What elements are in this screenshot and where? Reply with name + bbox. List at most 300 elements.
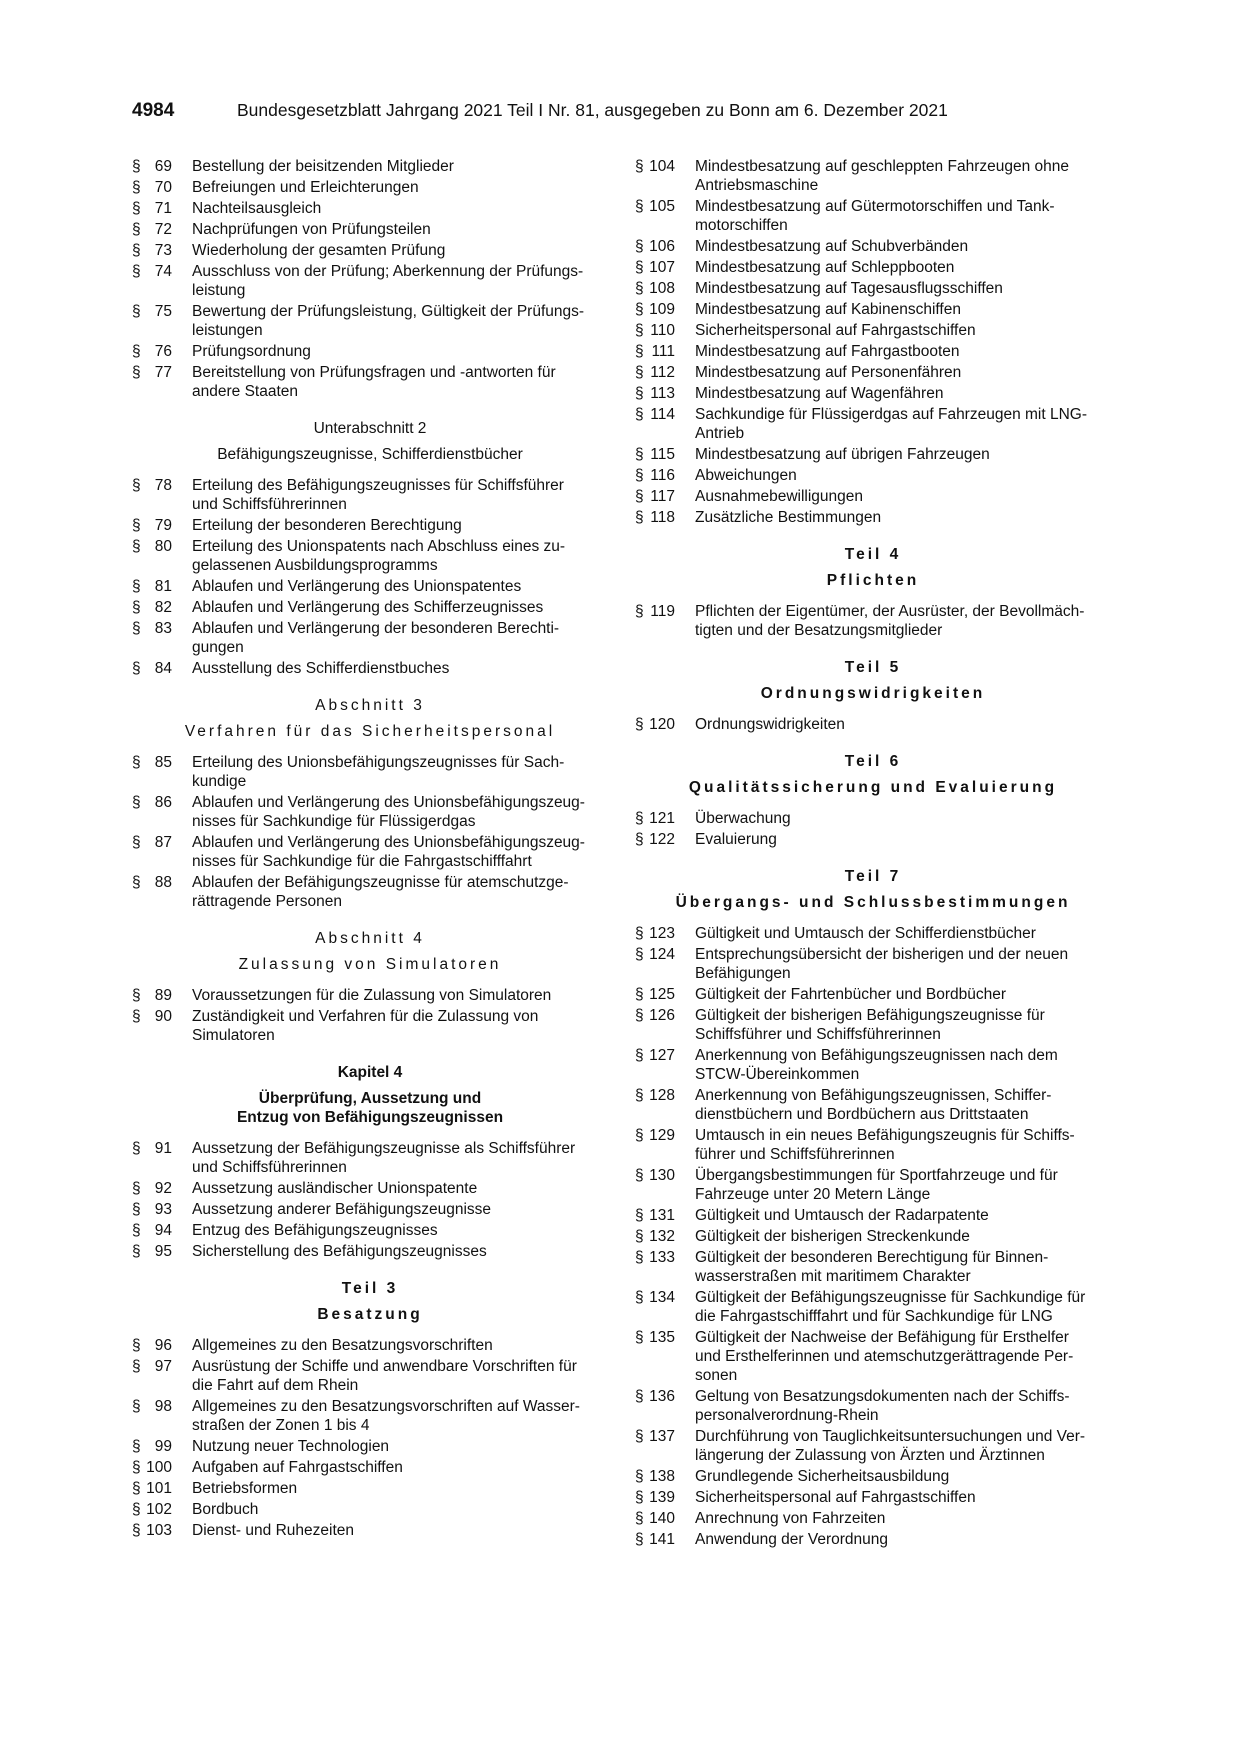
section-sign: § — [132, 1501, 141, 1518]
entry-title-line: Dienst- und Ruhezeiten — [192, 1522, 354, 1539]
paragraph-number: 86 — [154, 794, 172, 811]
entry-title — [192, 363, 608, 401]
entry-title-line: Mindestbesatzung auf Schleppbooten — [695, 259, 955, 276]
entry-title — [192, 873, 608, 911]
section-heading: Abschnitt 4 — [315, 930, 425, 947]
toc-entry — [132, 619, 608, 657]
entry-title-line: Gültigkeit und Umtausch der Radarpatente — [695, 1207, 989, 1224]
section-sign: § — [635, 831, 644, 848]
toc-entry — [132, 363, 608, 401]
section-sign: § — [635, 238, 644, 255]
paragraph-label — [132, 1007, 192, 1045]
section-sign: § — [635, 301, 644, 318]
paragraph-label — [132, 157, 192, 176]
entry-title-line: Wiederholung der gesamten Prüfung — [192, 242, 446, 259]
paragraph-label — [635, 487, 695, 506]
entry-title-line: Mindestbesatzung auf Gütermotorschiffen und Tank- — [695, 198, 1055, 215]
paragraph-label — [635, 1086, 695, 1124]
entry-title — [695, 602, 1111, 640]
entry-title-line: Ordnungswidrigkeiten — [695, 716, 845, 733]
toc-entry — [635, 1206, 1111, 1225]
entry-title — [192, 476, 608, 514]
entry-title-line: Zuständigkeit und Verfahren für die Zulassung von — [192, 1008, 539, 1025]
entry-title — [695, 945, 1111, 983]
toc-entry — [635, 1086, 1111, 1124]
toc-entry — [132, 1007, 608, 1045]
paragraph-number: 103 — [146, 1522, 172, 1539]
entry-title-line: leistung — [192, 282, 246, 299]
section-sign: § — [132, 477, 141, 494]
entry-title — [192, 342, 608, 361]
section-heading: Teil 6 — [844, 753, 902, 770]
toc-entry — [132, 1357, 608, 1395]
paragraph-number: 136 — [649, 1388, 675, 1405]
toc-entry — [635, 321, 1111, 340]
section-heading: Teil 3 — [341, 1280, 399, 1297]
toc-entry — [132, 1336, 608, 1355]
paragraph-number: 96 — [154, 1337, 172, 1354]
section-sign: § — [132, 874, 141, 891]
section-sign: § — [635, 1489, 644, 1506]
entry-title — [695, 197, 1111, 235]
toc-entry — [132, 302, 608, 340]
entry-title-line: und Ersthelferinnen und atemschutzgerättragende Per- — [695, 1348, 1074, 1365]
entry-title — [192, 262, 608, 300]
paragraph-label — [635, 830, 695, 849]
section-sign: § — [132, 364, 141, 381]
paragraph-number: 113 — [650, 385, 675, 402]
section-sign: § — [132, 1438, 141, 1455]
paragraph-label — [132, 302, 192, 340]
entry-title — [695, 809, 1111, 828]
section-sign: § — [635, 509, 644, 526]
toc-entry — [132, 1221, 608, 1240]
paragraph-number: 105 — [649, 198, 675, 215]
section-sign: § — [635, 198, 644, 215]
section-sign: § — [132, 517, 141, 534]
entry-title-line: Nachteilsausgleich — [192, 200, 322, 217]
entry-title — [192, 1179, 608, 1198]
entry-title — [192, 753, 608, 791]
entry-title-line: Allgemeines zu den Besatzungsvorschriften — [192, 1337, 493, 1354]
entry-title — [695, 300, 1111, 319]
entry-title-line: gelassenen Ausbildungsprogramms — [192, 557, 438, 574]
section-heading: Überprüfung, Aussetzung und — [258, 1090, 482, 1107]
section-heading: Qualitätssicherung und Evaluierung — [688, 779, 1058, 796]
section-heading: Übergangs- und Schlussbestimmungen — [675, 894, 1071, 911]
entry-title-line: Aussetzung ausländischer Unionspatente — [192, 1180, 478, 1197]
entry-title — [695, 1046, 1111, 1084]
entry-title-line: Anerkennung von Befähigungszeugnissen nach dem — [695, 1047, 1058, 1064]
paragraph-label — [132, 1179, 192, 1198]
section-sign: § — [635, 1428, 644, 1445]
entry-title — [192, 833, 608, 871]
toc-entry — [635, 1488, 1111, 1507]
section-sign: § — [132, 1459, 141, 1476]
entry-title-line: Mindestbesatzung auf geschleppten Fahrzeugen ohne — [695, 158, 1069, 175]
toc-entry — [132, 1200, 608, 1219]
paragraph-label — [132, 577, 192, 596]
paragraph-label — [635, 405, 695, 443]
entry-title-line: gungen — [192, 639, 244, 656]
paragraph-number: 137 — [649, 1428, 675, 1445]
entry-title-line: Gültigkeit der Nachweise der Befähigung für Ersthelfer — [695, 1329, 1069, 1346]
section-sign: § — [635, 1047, 644, 1064]
section-sign: § — [132, 200, 141, 217]
entry-title-line: Umtausch in ein neues Befähigungszeugnis für Schiffs- — [695, 1127, 1075, 1144]
paragraph-label — [635, 342, 695, 361]
entry-title-line: Ausschluss von der Prüfung; Aberkennung der Prüfungs- — [192, 263, 584, 280]
entry-title-line: straßen der Zonen 1 bis 4 — [192, 1417, 370, 1434]
section-sign: § — [132, 620, 141, 637]
paragraph-number: 104 — [649, 158, 675, 175]
entry-title-line: Mindestbesatzung auf übrigen Fahrzeugen — [695, 446, 990, 463]
paragraph-label — [635, 1328, 695, 1385]
paragraph-number: 93 — [154, 1201, 172, 1218]
paragraph-number: 123 — [649, 925, 675, 942]
paragraph-number: 141 — [649, 1531, 675, 1548]
section-sign: § — [132, 987, 141, 1004]
paragraph-label — [132, 516, 192, 535]
toc-entry — [132, 1458, 608, 1477]
entry-title — [695, 1086, 1111, 1124]
toc-entry — [132, 537, 608, 575]
paragraph-number: 130 — [649, 1167, 675, 1184]
paragraph-number: 122 — [649, 831, 675, 848]
entry-title — [695, 1467, 1111, 1486]
paragraph-label — [132, 1458, 192, 1477]
section-sign: § — [635, 1207, 644, 1224]
section-sign: § — [635, 1087, 644, 1104]
entry-title — [695, 1126, 1111, 1164]
paragraph-label — [132, 537, 192, 575]
toc-entry — [635, 1126, 1111, 1164]
section-sign: § — [132, 343, 141, 360]
section-sign: § — [635, 1167, 644, 1184]
paragraph-number: 119 — [650, 603, 675, 620]
toc-entry — [635, 384, 1111, 403]
paragraph-label — [132, 1242, 192, 1261]
paragraph-number: 102 — [146, 1501, 172, 1518]
entry-title-line: Mindestbesatzung auf Personenfähren — [695, 364, 962, 381]
entry-title — [695, 985, 1111, 1004]
paragraph-number: 128 — [649, 1087, 675, 1104]
paragraph-label — [132, 1479, 192, 1498]
entry-title-line: Gültigkeit der bisherigen Befähigungszeugnisse für — [695, 1007, 1045, 1024]
paragraph-number: 133 — [649, 1249, 675, 1266]
section-sign: § — [132, 263, 141, 280]
paragraph-label — [132, 178, 192, 197]
toc-entry — [132, 1500, 608, 1519]
paragraph-label — [132, 1500, 192, 1519]
paragraph-number: 74 — [154, 263, 172, 280]
entry-title-line: Mindestbesatzung auf Fahrgastbooten — [695, 343, 960, 360]
entry-title-line: andere Staaten — [192, 383, 299, 400]
paragraph-number: 125 — [649, 986, 675, 1003]
toc-entry — [132, 1139, 608, 1177]
entry-title-line: Mindestbesatzung auf Schubverbänden — [695, 238, 969, 255]
toc-entry — [635, 237, 1111, 256]
entry-title-line: Nachprüfungen von Prüfungsteilen — [192, 221, 431, 238]
section-sign: § — [635, 1127, 644, 1144]
paragraph-number: 85 — [154, 754, 172, 771]
toc-entry — [635, 1248, 1111, 1286]
paragraph-number: 70 — [154, 179, 172, 196]
section-sign: § — [635, 446, 644, 463]
entry-title-line: kundige — [192, 773, 247, 790]
entry-title — [695, 279, 1111, 298]
paragraph-label — [635, 1248, 695, 1286]
paragraph-number: 72 — [154, 221, 172, 238]
paragraph-label — [635, 1046, 695, 1084]
paragraph-label — [635, 1488, 695, 1507]
toc-entry — [635, 715, 1111, 734]
toc-entry — [635, 945, 1111, 983]
toc-entry — [635, 405, 1111, 443]
paragraph-number: 81 — [154, 578, 172, 595]
entry-title-line: personalverordnung-Rhein — [695, 1407, 879, 1424]
toc-entry — [132, 873, 608, 911]
entry-title — [192, 1521, 608, 1540]
section-sign: § — [132, 242, 141, 259]
section-sign: § — [635, 364, 644, 381]
entry-title — [192, 577, 608, 596]
paragraph-number: 83 — [154, 620, 172, 637]
paragraph-number: 73 — [154, 242, 172, 259]
entry-title — [192, 1479, 608, 1498]
paragraph-label — [635, 466, 695, 485]
entry-title — [192, 1221, 608, 1240]
paragraph-number: 121 — [649, 810, 675, 827]
entry-title — [695, 508, 1111, 527]
paragraph-label — [635, 237, 695, 256]
section-sign: § — [635, 385, 644, 402]
paragraph-label — [132, 986, 192, 1005]
paragraph-label — [132, 833, 192, 871]
section-sign: § — [635, 1007, 644, 1024]
entry-title-line: dienstbüchern und Bordbüchern aus Drittstaaten — [695, 1106, 1029, 1123]
page-header — [132, 100, 1112, 130]
paragraph-label — [635, 300, 695, 319]
right-column — [635, 155, 1111, 1549]
entry-title — [695, 924, 1111, 943]
toc-entry — [635, 809, 1111, 828]
toc-entry — [132, 1521, 608, 1540]
paragraph-number: 117 — [650, 488, 675, 505]
paragraph-label — [635, 1126, 695, 1164]
paragraph-number: 135 — [649, 1329, 675, 1346]
section-sign: § — [132, 599, 141, 616]
entry-title — [192, 1500, 608, 1519]
paragraph-number: 118 — [650, 509, 675, 526]
toc-entry — [132, 659, 608, 678]
toc-entry — [132, 1242, 608, 1261]
paragraph-label — [132, 363, 192, 401]
entry-title — [192, 157, 608, 176]
entry-title — [695, 363, 1111, 382]
paragraph-label — [635, 197, 695, 235]
paragraph-label — [635, 924, 695, 943]
paragraph-number: 131 — [649, 1207, 675, 1224]
section-heading: Entzug von Befähigungszeugnissen — [236, 1109, 504, 1126]
paragraph-number: 108 — [649, 280, 675, 297]
section-sign: § — [635, 986, 644, 1003]
section-sign: § — [635, 1510, 644, 1527]
paragraph-label — [635, 1288, 695, 1326]
entry-title-line: Befreiungen und Erleichterungen — [192, 179, 419, 196]
entry-title — [192, 1458, 608, 1477]
entry-title-line: Sicherheitspersonal auf Fahrgastschiffen — [695, 1489, 976, 1506]
paragraph-label — [635, 1467, 695, 1486]
entry-title — [695, 466, 1111, 485]
entry-title-line: Nutzung neuer Technologien — [192, 1438, 390, 1455]
section-sign: § — [132, 1243, 141, 1260]
section-heading: Teil 5 — [844, 659, 902, 676]
entry-title — [192, 793, 608, 831]
entry-title-line: Mindestbesatzung auf Kabinenschiffen — [695, 301, 961, 318]
paragraph-number: 109 — [649, 301, 675, 318]
entry-title-line: Ausstellung des Schifferdienstbuches — [192, 660, 450, 677]
entry-title-line: und Schiffsführerinnen — [192, 1159, 347, 1176]
toc-entry — [132, 476, 608, 514]
section-sign: § — [635, 406, 644, 423]
toc-entry — [132, 516, 608, 535]
paragraph-number: 78 — [154, 477, 172, 494]
section-sign: § — [132, 1180, 141, 1197]
section-heading: Kapitel 4 — [337, 1064, 403, 1081]
entry-title-line: Antriebsmaschine — [695, 177, 819, 194]
paragraph-label — [635, 985, 695, 1004]
entry-title-line: Grundlegende Sicherheitsausbildung — [695, 1468, 950, 1485]
section-sign: § — [635, 1289, 644, 1306]
entry-title-line: Ablaufen der Befähigungszeugnisse für atemschutzge- — [192, 874, 569, 891]
entry-title — [192, 1397, 608, 1435]
toc-entry — [635, 1328, 1111, 1385]
entry-title-line: rättragende Personen — [192, 893, 342, 910]
toc-entry — [635, 363, 1111, 382]
paragraph-label — [635, 384, 695, 403]
entry-title-line: Anwendung der Verordnung — [695, 1531, 889, 1548]
entry-title-line: Bewertung der Prüfungsleistung, Gültigkeit der Prüfungs- — [192, 303, 585, 320]
entry-title — [192, 598, 608, 617]
entry-title-line: Ablaufen und Verlängerung des Unionsbefähigungszeug- — [192, 834, 585, 851]
toc-entry — [635, 1288, 1111, 1326]
section-sign: § — [635, 488, 644, 505]
section-heading: Teil 7 — [844, 868, 902, 885]
entry-title-line: Bereitstellung von Prüfungsfragen und -antworten für — [192, 364, 556, 381]
entry-title — [695, 384, 1111, 403]
paragraph-label — [132, 873, 192, 911]
paragraph-number: 92 — [154, 1180, 172, 1197]
section-sign: § — [635, 259, 644, 276]
paragraph-number: 127 — [649, 1047, 675, 1064]
entry-title — [695, 1206, 1111, 1225]
entry-title-line: Gültigkeit der Befähigungszeugnisse für Sachkundige für — [695, 1289, 1086, 1306]
entry-title-line: Mindestbesatzung auf Wagenfähren — [695, 385, 944, 402]
entry-title-line: Entzug des Befähigungszeugnisses — [192, 1222, 438, 1239]
entry-title-line: Ablaufen und Verlängerung des Unionsbefähigungszeug- — [192, 794, 585, 811]
entry-title — [695, 445, 1111, 464]
entry-title — [192, 1007, 608, 1045]
entry-title-line: Allgemeines zu den Besatzungsvorschriften auf Wasser- — [192, 1398, 580, 1415]
entry-title-line: Schiffsführer und Schiffsführerinnen — [695, 1026, 941, 1043]
toc-entry — [635, 924, 1111, 943]
paragraph-label — [635, 1206, 695, 1225]
toc-entry — [635, 1227, 1111, 1246]
entry-title-line: Gültigkeit und Umtausch der Schifferdienstbücher — [695, 925, 1036, 942]
entry-title-line: Ablaufen und Verlängerung des Unionspatentes — [192, 578, 522, 595]
entry-title-line: Geltung von Besatzungsdokumenten nach der Schiffs- — [695, 1388, 1070, 1405]
entry-title-line: Übergangsbestimmungen für Sportfahrzeuge und für — [695, 1167, 1058, 1184]
paragraph-number: 97 — [154, 1358, 172, 1375]
section-sign: § — [132, 1398, 141, 1415]
paragraph-number: 69 — [154, 158, 172, 175]
section-sign: § — [132, 1222, 141, 1239]
paragraph-number: 106 — [649, 238, 675, 255]
entry-title-line: und Schiffsführerinnen — [192, 496, 347, 513]
entry-title-line: Bestellung der beisitzenden Mitglieder — [192, 158, 454, 175]
paragraph-label — [635, 602, 695, 640]
entry-title — [192, 1437, 608, 1456]
section-sign: § — [635, 716, 644, 733]
entry-title — [192, 619, 608, 657]
entry-title — [192, 241, 608, 260]
paragraph-label — [132, 241, 192, 260]
section-sign: § — [132, 1201, 141, 1218]
paragraph-label — [132, 342, 192, 361]
entry-title-line: nisses für Sachkundige für Flüssigerdgas — [192, 813, 476, 830]
paragraph-number: 124 — [649, 946, 675, 963]
entry-title-line: Durchführung von Tauglichkeitsuntersuchungen und Ver- — [695, 1428, 1086, 1445]
paragraph-number: 120 — [649, 716, 675, 733]
entry-title — [695, 1509, 1111, 1528]
paragraph-number: 139 — [649, 1489, 675, 1506]
section-sign: § — [635, 1388, 644, 1405]
section-sign: § — [132, 1337, 141, 1354]
toc-entry — [635, 279, 1111, 298]
entry-title-line: Fahrzeuge unter 20 Metern Länge — [695, 1186, 931, 1203]
entry-title-line: Prüfungsordnung — [192, 343, 311, 360]
paragraph-number: 99 — [154, 1438, 172, 1455]
entry-title-line: Ausnahmebewilligungen — [695, 488, 864, 505]
entry-title — [695, 1227, 1111, 1246]
entry-title-line: Zusätzliche Bestimmungen — [695, 509, 882, 526]
entry-title — [695, 1387, 1111, 1425]
entry-title-line: Voraussetzungen für die Zulassung von Simulatoren — [192, 987, 552, 1004]
entry-title — [192, 1200, 608, 1219]
section-sign: § — [132, 1480, 141, 1497]
section-sign: § — [132, 158, 141, 175]
paragraph-label — [635, 809, 695, 828]
entry-title — [695, 1427, 1111, 1465]
toc-entry — [635, 258, 1111, 277]
toc-entry — [132, 342, 608, 361]
toc-entry — [635, 1006, 1111, 1044]
toc-entry — [635, 602, 1111, 640]
section-sign: § — [132, 1008, 141, 1025]
section-sign: § — [132, 578, 141, 595]
entry-title-line: Aussetzung anderer Befähigungszeugnisse — [192, 1201, 492, 1218]
paragraph-number: 87 — [154, 834, 172, 851]
toc-entry — [132, 241, 608, 260]
paragraph-label — [132, 1200, 192, 1219]
paragraph-number: 76 — [154, 343, 172, 360]
entry-title — [695, 405, 1111, 443]
toc-entry — [635, 466, 1111, 485]
paragraph-number: 77 — [154, 364, 172, 381]
section-sign: § — [635, 1249, 644, 1266]
paragraph-number: 107 — [649, 259, 675, 276]
